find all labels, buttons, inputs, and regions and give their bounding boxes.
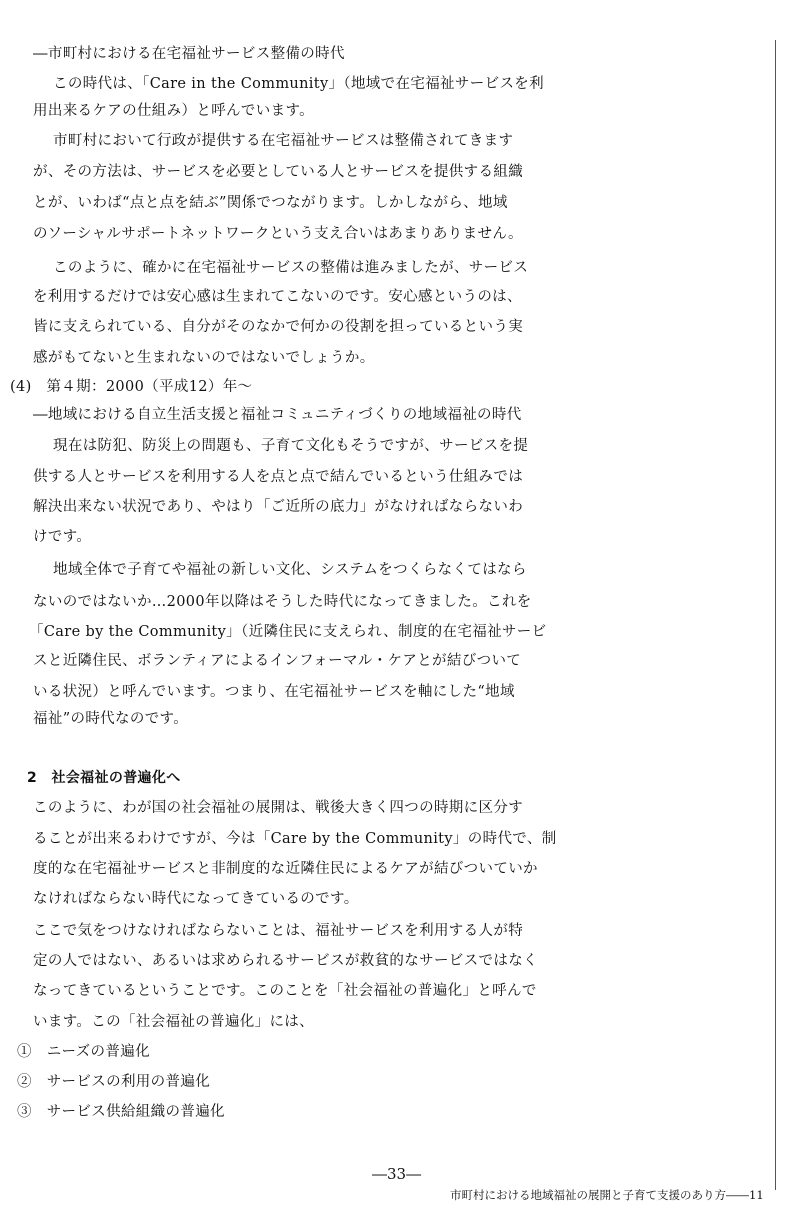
right-margin-rule [775, 40, 776, 1190]
running-footer: 市町村における地域福祉の展開と子育て支援のあり方――11 [450, 1188, 764, 1202]
body-line: スと近隣住民、ボランティアによるインフォーマル・ケアとが結びついて [33, 653, 522, 669]
body-line: 解決出来ない状況であり、やはり「ご近所の底力」がなければならないわ [33, 499, 524, 515]
body-line: なってきているということです。このことを「社会福祉の普遍化」と呼んで [33, 983, 537, 999]
body-line: 地域全体で子育てや福祉の新しい文化、システムをつくらなくてはなら [53, 562, 527, 578]
body-line: 供する人とサービスを利用する人を点と点で結んでいるという仕組みでは [33, 469, 524, 485]
list-item: ① ニーズの普遍化 [17, 1044, 150, 1060]
page-number: ―33― [372, 1165, 422, 1183]
body-line: この時代は、「Care in the Community」（地域で在宅福祉サービスを利 [53, 76, 545, 92]
body-line: このように、わが国の社会福祉の展開は、戦後大きく四つの時期に区分す [33, 800, 524, 816]
body-line: 現在は防犯、防災上の問題も、子育て文化もそうですが、サービスを提 [53, 438, 529, 454]
body-line: なければならない時代になってきているのです。 [33, 891, 359, 907]
body-line: ここで気をつけなければならないことは、福祉サービスを利用する人が特 [33, 923, 524, 939]
body-line: ることが出来るわけですが、今は「Care by the Community」の時代で、制 [33, 831, 557, 847]
body-line: 「Care by the Community」（近隣住民に支えられ、制度的在宅福祉サービ [29, 624, 547, 640]
body-line: 福祉”の時代なのです。 [33, 711, 189, 727]
section-heading-period-4: (4) 第４期：2000（平成12）年～ [10, 379, 253, 395]
body-line: とが、いわば“点と点を結ぶ”関係でつながります。しかしながら、地域 [33, 195, 508, 211]
body-line: 皆に支えられている、自分がそのなかで何かの役割を担っているという実 [33, 319, 524, 335]
body-line: を利用するだけでは安心感は生まれてこないのです。安心感というのは、 [33, 289, 522, 305]
body-line: 用出来るケアの仕組み）と呼んでいます。 [33, 103, 314, 119]
body-line: 定の人ではない、あるいは求められるサービスが救貧的なサービスではなく [33, 953, 538, 969]
body-line: 度的な在宅福祉サービスと非制度的な近隣住民によるケアが結びついていか [33, 861, 538, 877]
body-line: のソーシャルサポートネットワークという支え合いはあまりありません。 [33, 226, 523, 242]
body-line: けです。 [33, 529, 92, 545]
section-subtitle: ―地域における自立生活支援と福祉コミュニティづくりの地域福祉の時代 [33, 407, 522, 423]
body-line: ―市町村における在宅福祉サービス整備の時代 [33, 46, 345, 62]
body-line: が、その方法は、サービスを必要としている人とサービスを提供する組織 [33, 164, 524, 180]
body-line: ないのではないか…2000年以降はそうした時代になってきました。これを [33, 594, 532, 610]
body-line: このように、確かに在宅福祉サービスの整備は進みましたが、サービス [53, 260, 529, 276]
body-line: 感がもてないと生まれないのではないでしょうか。 [33, 350, 375, 366]
body-line: います。この「社会福祉の普遍化」には、 [33, 1014, 314, 1030]
body-line: 市町村において行政が提供する在宅福祉サービスは整備されてきます [53, 133, 514, 149]
body-line: いる状況）と呼んでいます。つまり、在宅福祉サービスを軸にした“地域 [33, 684, 515, 700]
section-heading: 2 社会福祉の普遍化へ [27, 770, 181, 786]
list-item: ③ サービス供給組織の普遍化 [17, 1104, 225, 1120]
list-item: ② サービスの利用の普遍化 [17, 1074, 211, 1090]
